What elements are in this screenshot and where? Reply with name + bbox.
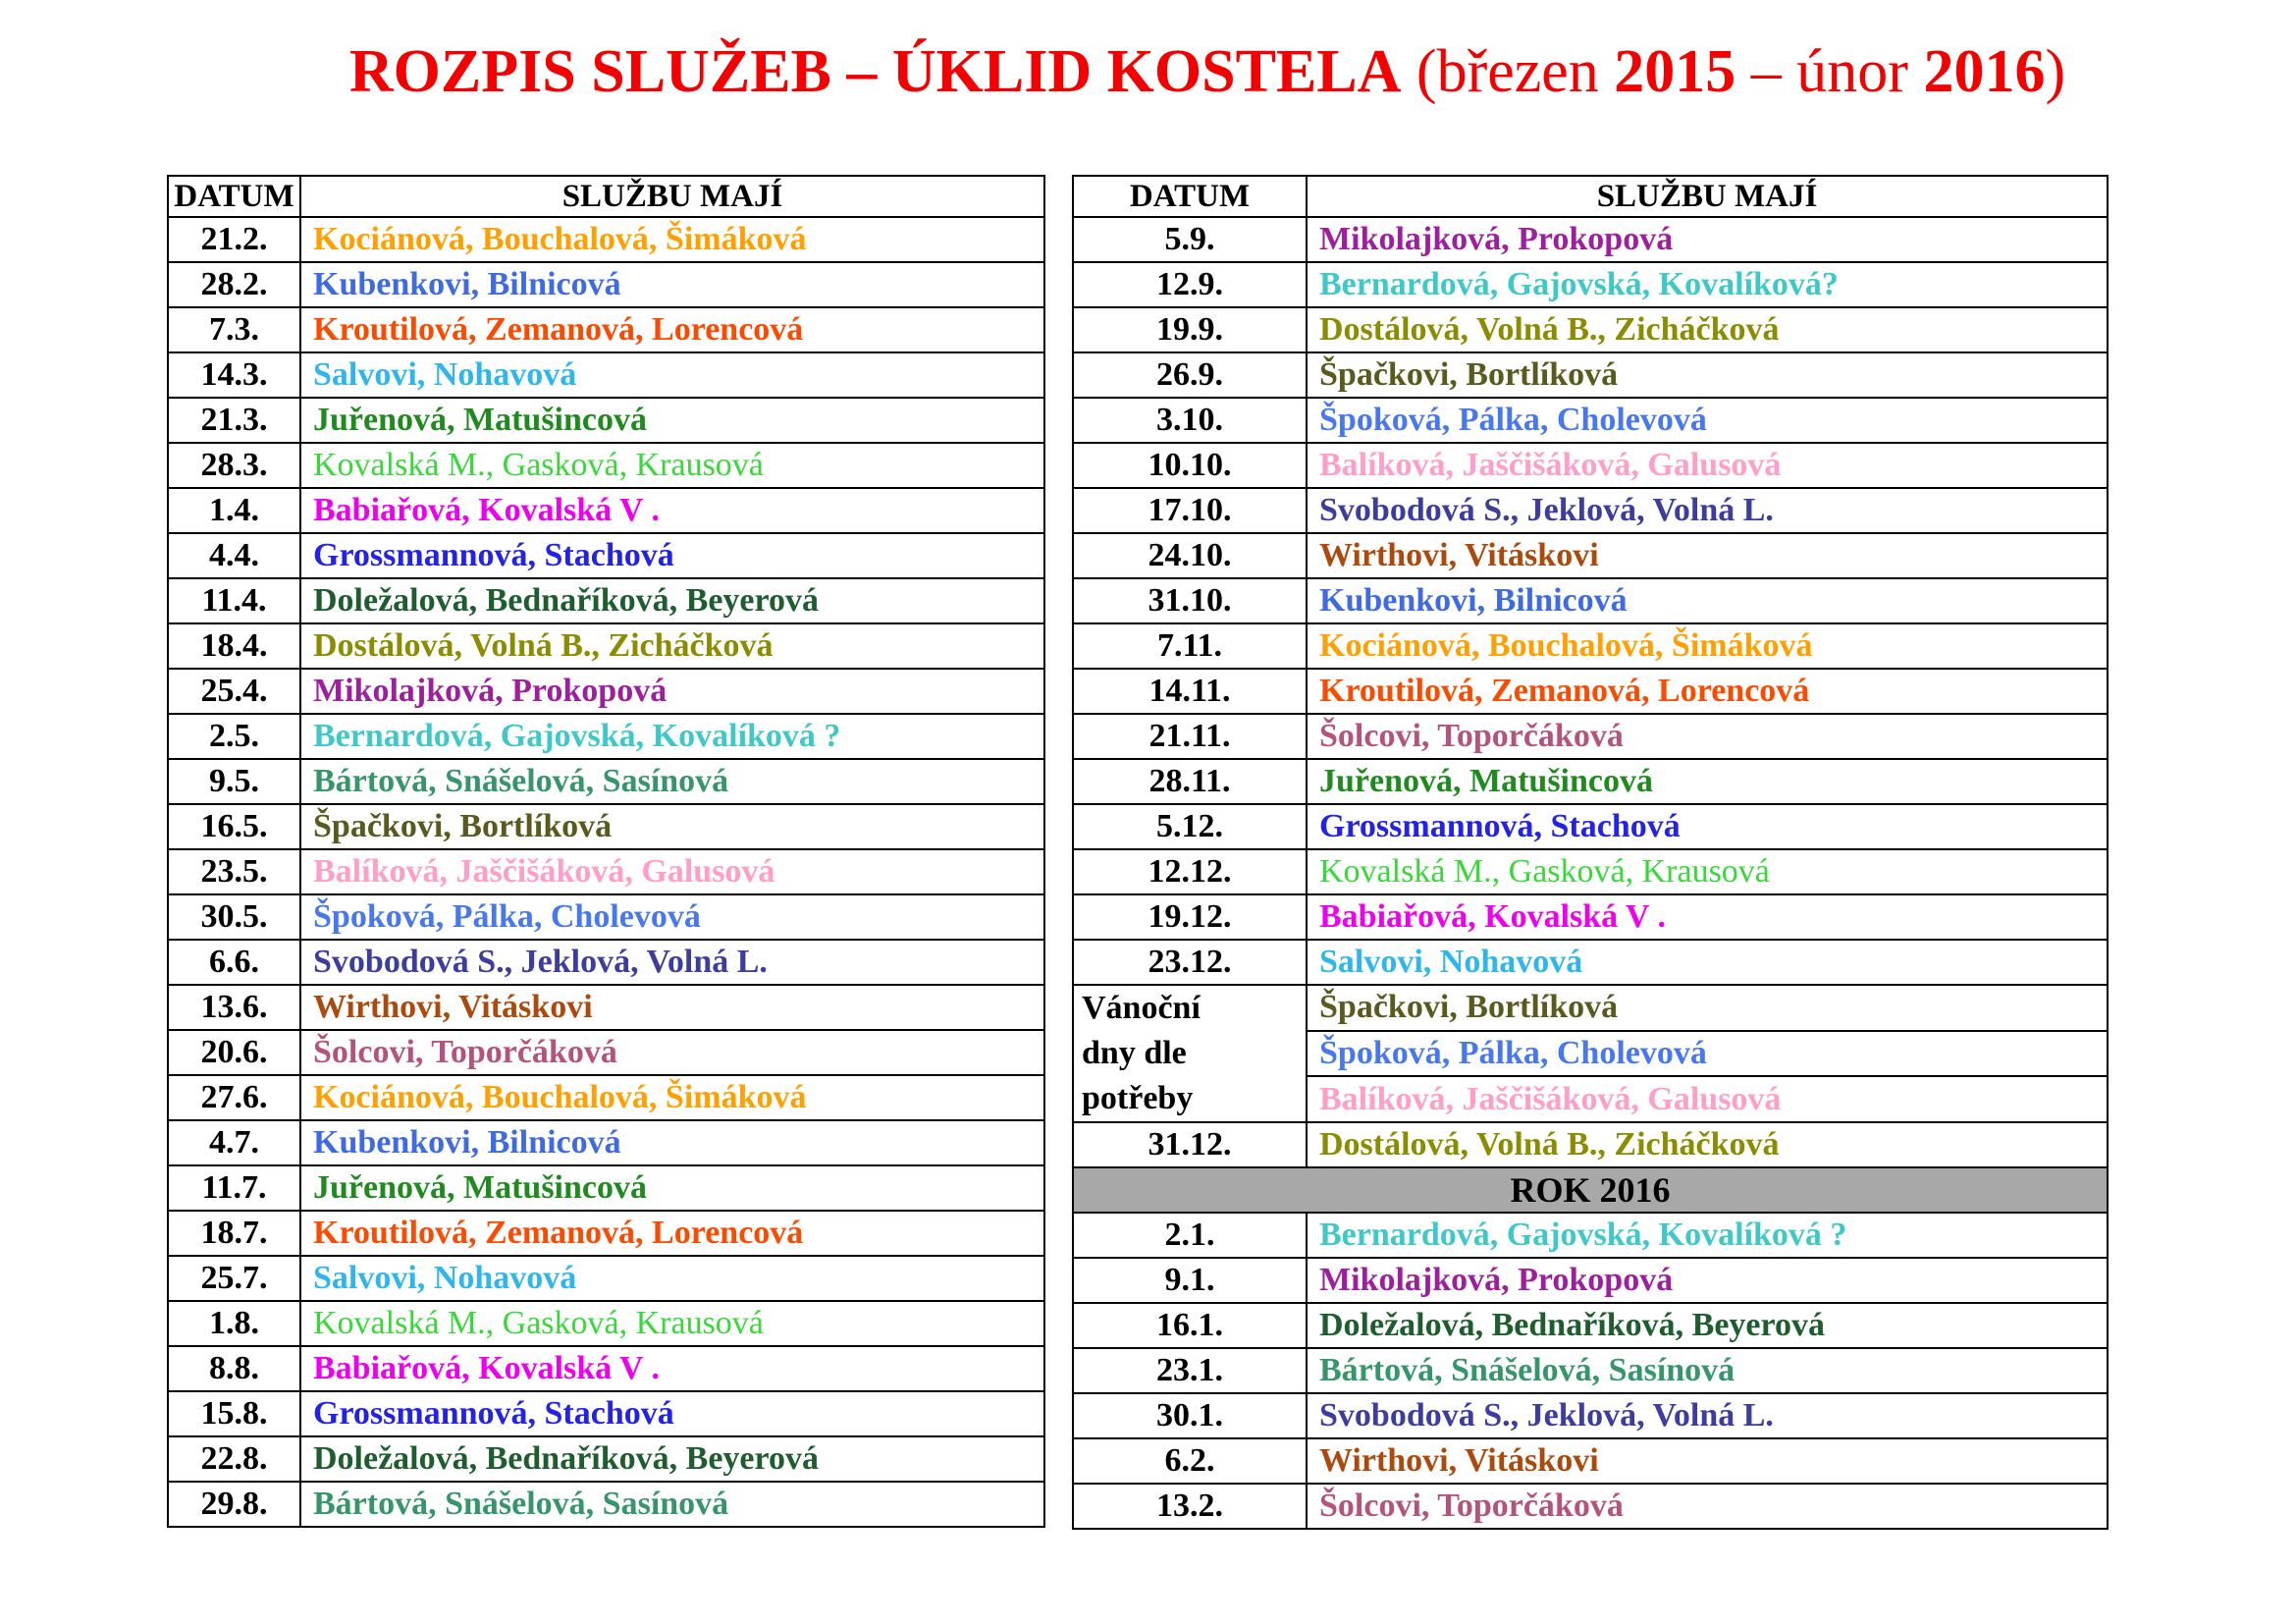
date-cell: 14.3. — [168, 352, 300, 398]
names-cell: Kubenkovi, Bilnicová — [300, 1120, 1044, 1165]
names-cell: Grossmannová, Stachová — [1307, 804, 2108, 849]
table-row — [168, 533, 1044, 578]
names-cell: Salvovi, Nohavová — [1307, 940, 2108, 985]
date-cell: 4.4. — [168, 533, 300, 578]
date-cell: 21.11. — [1073, 714, 1307, 759]
date-cell: 22.8. — [168, 1436, 300, 1482]
date-cell: 11.4. — [168, 578, 300, 623]
date-cell: 25.4. — [168, 669, 300, 714]
table-row — [168, 894, 1044, 940]
names-cell: Špačkovi, Bortlíková — [1307, 985, 2108, 1031]
date-cell: 4.7. — [168, 1120, 300, 1165]
table-row — [1073, 759, 2108, 804]
table-row — [168, 1436, 1044, 1482]
table-row — [1073, 1393, 2108, 1438]
table-row — [168, 849, 1044, 894]
names-cell: Doležalová, Bednaříková, Beyerová — [300, 578, 1044, 623]
table-row — [168, 1256, 1044, 1301]
merged-date-line: dny dle — [1082, 1035, 1187, 1071]
names-cell: Babiařová, Kovalská V . — [300, 488, 1044, 533]
names-cell: Grossmannová, Stachová — [300, 533, 1044, 578]
names-cell: Mikolajková, Prokopová — [1307, 217, 2108, 262]
names-cell: Dostálová, Volná B., Zicháčková — [300, 623, 1044, 669]
names-cell: Kovalská M., Gasková, Krausová — [300, 443, 1044, 488]
names-cell: Šolcovi, Toporčáková — [1307, 1484, 2108, 1529]
date-cell: 30.1. — [1073, 1393, 1307, 1438]
table-row — [1073, 488, 2108, 533]
schedule-table-first-half — [167, 175, 1045, 1528]
names-cell: Balíková, Jaščišáková, Galusová — [1307, 1076, 2108, 1122]
table-row — [1073, 714, 2108, 759]
table-row — [1073, 1348, 2108, 1393]
names-cell: Kroutilová, Zemanová, Lorencová — [300, 1211, 1044, 1256]
date-cell: 14.11. — [1073, 669, 1307, 714]
title-subtitle-text: – únor — [1735, 38, 1924, 105]
date-cell: 13.2. — [1073, 1484, 1307, 1529]
names-cell: Juřenová, Matušincová — [1307, 759, 2108, 804]
names-cell: Špačkovi, Bortlíková — [300, 804, 1044, 849]
table-row — [168, 669, 1044, 714]
date-cell: 12.9. — [1073, 262, 1307, 307]
date-cell: 17.10. — [1073, 488, 1307, 533]
date-cell: 3.10. — [1073, 398, 1307, 443]
column-header-datum: DATUM — [168, 176, 300, 217]
names-cell: Šolcovi, Toporčáková — [300, 1030, 1044, 1075]
date-cell: 16.1. — [1073, 1303, 1307, 1348]
merged-date-cell — [1073, 985, 1307, 1122]
table-row — [1073, 307, 2108, 352]
date-cell: 24.10. — [1073, 533, 1307, 578]
title-subtitle — [1401, 38, 2065, 105]
title-year: 2016 — [1923, 38, 2046, 105]
table-row — [168, 443, 1044, 488]
table-row — [168, 1075, 1044, 1120]
table-row — [1073, 1258, 2108, 1303]
names-cell: Špačkovi, Bortlíková — [1307, 352, 2108, 398]
table-row — [1073, 894, 2108, 940]
table-row — [168, 1301, 1044, 1346]
date-cell: 23.1. — [1073, 1348, 1307, 1393]
table-row — [1073, 262, 2108, 307]
table-row — [168, 1120, 1044, 1165]
date-cell: 21.2. — [168, 217, 300, 262]
names-cell: Salvovi, Nohavová — [300, 1256, 1044, 1301]
names-cell: Balíková, Jaščišáková, Galusová — [1307, 443, 2108, 488]
header-row — [168, 176, 1044, 217]
table-row — [168, 759, 1044, 804]
date-cell: 16.5. — [168, 804, 300, 849]
page-title — [118, 35, 2296, 108]
table-row — [168, 940, 1044, 985]
table-row — [168, 1211, 1044, 1256]
names-cell: Dostálová, Volná B., Zicháčková — [1307, 1122, 2108, 1167]
table-row — [168, 1482, 1044, 1527]
date-cell: 20.6. — [168, 1030, 300, 1075]
names-cell: Kovalská M., Gasková, Krausová — [1307, 849, 2108, 894]
table-row — [168, 352, 1044, 398]
table-row — [1073, 1122, 2108, 1167]
right-table-body — [1073, 217, 2108, 1529]
table-row — [168, 1165, 1044, 1211]
names-cell: Mikolajková, Prokopová — [300, 669, 1044, 714]
date-cell: 19.12. — [1073, 894, 1307, 940]
title-main: ROZPIS SLUŽEB – ÚKLID KOSTELA — [348, 38, 1402, 105]
left-table-body — [168, 217, 1044, 1527]
title-subtitle-text: (březen — [1401, 38, 1615, 105]
date-cell: 6.6. — [168, 940, 300, 985]
names-cell: Doležalová, Bednaříková, Beyerová — [300, 1436, 1044, 1482]
date-cell: 7.11. — [1073, 623, 1307, 669]
date-cell: 1.4. — [168, 488, 300, 533]
date-cell: 27.6. — [168, 1075, 300, 1120]
date-cell: 6.2. — [1073, 1438, 1307, 1484]
date-cell: 31.12. — [1073, 1122, 1307, 1167]
names-cell: Wirthovi, Vitáskovi — [1307, 1438, 2108, 1484]
table-row — [168, 804, 1044, 849]
table-row — [1073, 1438, 2108, 1484]
date-cell: 19.9. — [1073, 307, 1307, 352]
table-row — [1073, 940, 2108, 985]
merged-date-line: Vánoční — [1082, 990, 1201, 1026]
names-cell: Svobodová S., Jeklová, Volná L. — [300, 940, 1044, 985]
names-cell: Bernardová, Gajovská, Kovalíková ? — [300, 714, 1044, 759]
names-cell: Bernardová, Gajovská, Kovalíková ? — [1307, 1213, 2108, 1258]
names-cell: Kociánová, Bouchalová, Šimáková — [1307, 623, 2108, 669]
schedule-table-second-half — [1072, 175, 2109, 1530]
names-cell: Grossmannová, Stachová — [300, 1391, 1044, 1436]
table-row — [1073, 533, 2108, 578]
date-cell: 31.10. — [1073, 578, 1307, 623]
column-header-datum: DATUM — [1073, 176, 1307, 217]
table-row — [168, 217, 1044, 262]
date-cell: 23.12. — [1073, 940, 1307, 985]
table-row — [1073, 849, 2108, 894]
table-row — [168, 1030, 1044, 1075]
table-row — [168, 985, 1044, 1030]
names-cell: Kovalská M., Gasková, Krausová — [300, 1301, 1044, 1346]
title-year: 2015 — [1614, 38, 1736, 105]
table-row — [1073, 804, 2108, 849]
names-cell: Bártová, Snášelová, Sasínová — [1307, 1348, 2108, 1393]
names-cell: Kroutilová, Zemanová, Lorencová — [300, 307, 1044, 352]
date-cell: 10.10. — [1073, 443, 1307, 488]
table-row — [1073, 398, 2108, 443]
names-cell: Kubenkovi, Bilnicová — [1307, 578, 2108, 623]
date-cell: 28.2. — [168, 262, 300, 307]
date-cell: 5.12. — [1073, 804, 1307, 849]
date-cell: 11.7. — [168, 1165, 300, 1211]
names-cell: Babiařová, Kovalská V . — [300, 1346, 1044, 1391]
names-cell: Wirthovi, Vitáskovi — [1307, 533, 2108, 578]
header-row — [1073, 176, 2108, 217]
names-cell: Bernardová, Gajovská, Kovalíková? — [1307, 262, 2108, 307]
table-row — [1073, 1484, 2108, 1529]
names-cell: Kociánová, Bouchalová, Šimáková — [300, 1075, 1044, 1120]
date-cell: 28.3. — [168, 443, 300, 488]
date-cell: 1.8. — [168, 1301, 300, 1346]
names-cell: Šolcovi, Toporčáková — [1307, 714, 2108, 759]
year-section-row — [1073, 1167, 2108, 1213]
table-row — [168, 307, 1044, 352]
names-cell: Kociánová, Bouchalová, Šimáková — [300, 217, 1044, 262]
table-row — [1073, 985, 2108, 1031]
date-cell: 12.12. — [1073, 849, 1307, 894]
date-cell: 29.8. — [168, 1482, 300, 1527]
names-cell: Svobodová S., Jeklová, Volná L. — [1307, 1393, 2108, 1438]
merged-date-line: potřeby — [1082, 1080, 1194, 1116]
date-cell: 13.6. — [168, 985, 300, 1030]
table-row — [1073, 669, 2108, 714]
table-row — [1073, 217, 2108, 262]
date-cell: 8.8. — [168, 1346, 300, 1391]
names-cell: Juřenová, Matušincová — [300, 1165, 1044, 1211]
table-row — [1073, 578, 2108, 623]
names-cell: Balíková, Jaščišáková, Galusová — [300, 849, 1044, 894]
date-cell: 28.11. — [1073, 759, 1307, 804]
names-cell: Špoková, Pálka, Cholevová — [300, 894, 1044, 940]
date-cell: 9.5. — [168, 759, 300, 804]
table-row — [1073, 352, 2108, 398]
date-cell: 9.1. — [1073, 1258, 1307, 1303]
names-cell: Svobodová S., Jeklová, Volná L. — [1307, 488, 2108, 533]
date-cell: 7.3. — [168, 307, 300, 352]
names-cell: Bártová, Snášelová, Sasínová — [300, 759, 1044, 804]
date-cell: 26.9. — [1073, 352, 1307, 398]
names-cell: Mikolajková, Prokopová — [1307, 1258, 2108, 1303]
date-cell: 23.5. — [168, 849, 300, 894]
table-row — [168, 262, 1044, 307]
table-row — [168, 488, 1044, 533]
names-cell: Dostálová, Volná B., Zicháčková — [1307, 307, 2108, 352]
date-cell: 18.7. — [168, 1211, 300, 1256]
date-cell: 2.5. — [168, 714, 300, 759]
table-row — [168, 578, 1044, 623]
names-cell: Kubenkovi, Bilnicová — [300, 262, 1044, 307]
names-cell: Doležalová, Bednaříková, Beyerová — [1307, 1303, 2108, 1348]
table-row — [1073, 1303, 2108, 1348]
names-cell: Babiařová, Kovalská V . — [1307, 894, 2108, 940]
column-header-sluzbu-maji: SLUŽBU MAJÍ — [300, 176, 1044, 217]
names-cell: Kroutilová, Zemanová, Lorencová — [1307, 669, 2108, 714]
date-cell: 5.9. — [1073, 217, 1307, 262]
date-cell: 18.4. — [168, 623, 300, 669]
names-cell: Bártová, Snášelová, Sasínová — [300, 1482, 1044, 1527]
table-row — [168, 714, 1044, 759]
table-row — [1073, 1213, 2108, 1258]
names-cell: Salvovi, Nohavová — [300, 352, 1044, 398]
names-cell: Juřenová, Matušincová — [300, 398, 1044, 443]
table-row — [168, 1391, 1044, 1436]
date-cell: 2.1. — [1073, 1213, 1307, 1258]
table-row — [168, 623, 1044, 669]
names-cell: Špoková, Pálka, Cholevová — [1307, 1031, 2108, 1077]
table-row — [168, 398, 1044, 443]
year-section-label: ROK 2016 — [1073, 1167, 2108, 1213]
names-cell: Špoková, Pálka, Cholevová — [1307, 398, 2108, 443]
date-cell: 25.7. — [168, 1256, 300, 1301]
date-cell: 15.8. — [168, 1391, 300, 1436]
column-header-sluzbu-maji: SLUŽBU MAJÍ — [1307, 176, 2108, 217]
names-cell: Wirthovi, Vitáskovi — [300, 985, 1044, 1030]
table-row — [1073, 443, 2108, 488]
title-subtitle-text: ) — [2045, 38, 2066, 105]
table-row — [168, 1346, 1044, 1391]
table-row — [1073, 623, 2108, 669]
date-cell: 21.3. — [168, 398, 300, 443]
date-cell: 30.5. — [168, 894, 300, 940]
